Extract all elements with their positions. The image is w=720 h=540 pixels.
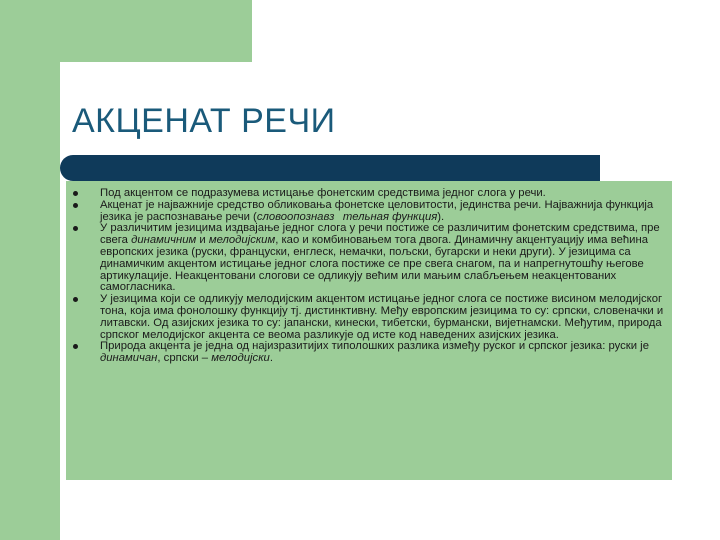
bullet-text: У различитим језицима издвајање једног слога у речи постиже се различитим фонетским средствима, пре свега (100, 222, 660, 247)
bullet-text: . (269, 352, 273, 365)
bullet-item-5 (66, 341, 672, 365)
bullet-dot-icon (73, 297, 78, 302)
slide-title: АКЦЕНАТ РЕЧИ (72, 102, 336, 140)
bullet-dot-icon (73, 203, 78, 208)
bullet-dot-icon (73, 344, 78, 349)
bullet-item-3 (66, 223, 672, 294)
left-decor-strip (0, 0, 60, 540)
bullet-item-4 (66, 294, 672, 341)
bullet-dot-icon (73, 191, 78, 196)
bullet-text: Под акцентом се подразумева истицање фонетским средствима једног слога у речи. (100, 187, 546, 199)
bullet-text: , српски – (157, 352, 212, 365)
bullet-text: , као и комбиновањем тога двога. Динамичну акцентуацију има већина европских језика (руски, француски, енглеск, немачки, пољски, бугарски и неки други). У језицима са динамичким акцентом истицање једног слога постиже се пре свега снагом, па и напрегнутошћу његове артикулације. Неакцентовани слогови се одликују већим или мањим слабљењем неакцентованих самогласника. (100, 234, 648, 294)
bullet-text: Акценат је најважније средство обликовања фонетске целовитости, јединства речи. Најважнија функција језика је распознавање речи ( (100, 198, 654, 223)
top-decor-block (0, 0, 252, 62)
bullet-emphasis: мелодијским (208, 234, 276, 247)
bullet-text: и (196, 234, 209, 247)
content-box (66, 181, 672, 480)
bullet-emphasis: динамичним (131, 234, 197, 247)
bullet-dot-icon (73, 226, 78, 231)
title-underline-bar (60, 155, 600, 181)
bullet-text: Природа акцента је једна од најизразитијих типолошких разлика између руског и српског језика: руски је (100, 340, 649, 353)
bullet-text-end: ). (437, 210, 445, 223)
bullet-emphasis: словоопознавз тельная функция (256, 210, 438, 223)
bullet-text: У језицима који се одликују мелодијским акцентом истицање једног слога се постиже висином мелодијског тона, која има фонолошку функцију тј. дистинктивну. Међу европским језицима то су: српски, словеначки и литавски. Од азијских језика то су: јапански, кинески, тибетски, бурмански, вијетнамски. Међутим, природа српског мелодијског акцента се веома разликује од исте код наведених азијских језика. (100, 293, 664, 341)
bullet-item-2 (66, 200, 672, 224)
bullet-emphasis: мелодијски (211, 352, 270, 365)
bullet-emphasis: динамичан (100, 352, 158, 365)
bullet-list (66, 188, 672, 365)
